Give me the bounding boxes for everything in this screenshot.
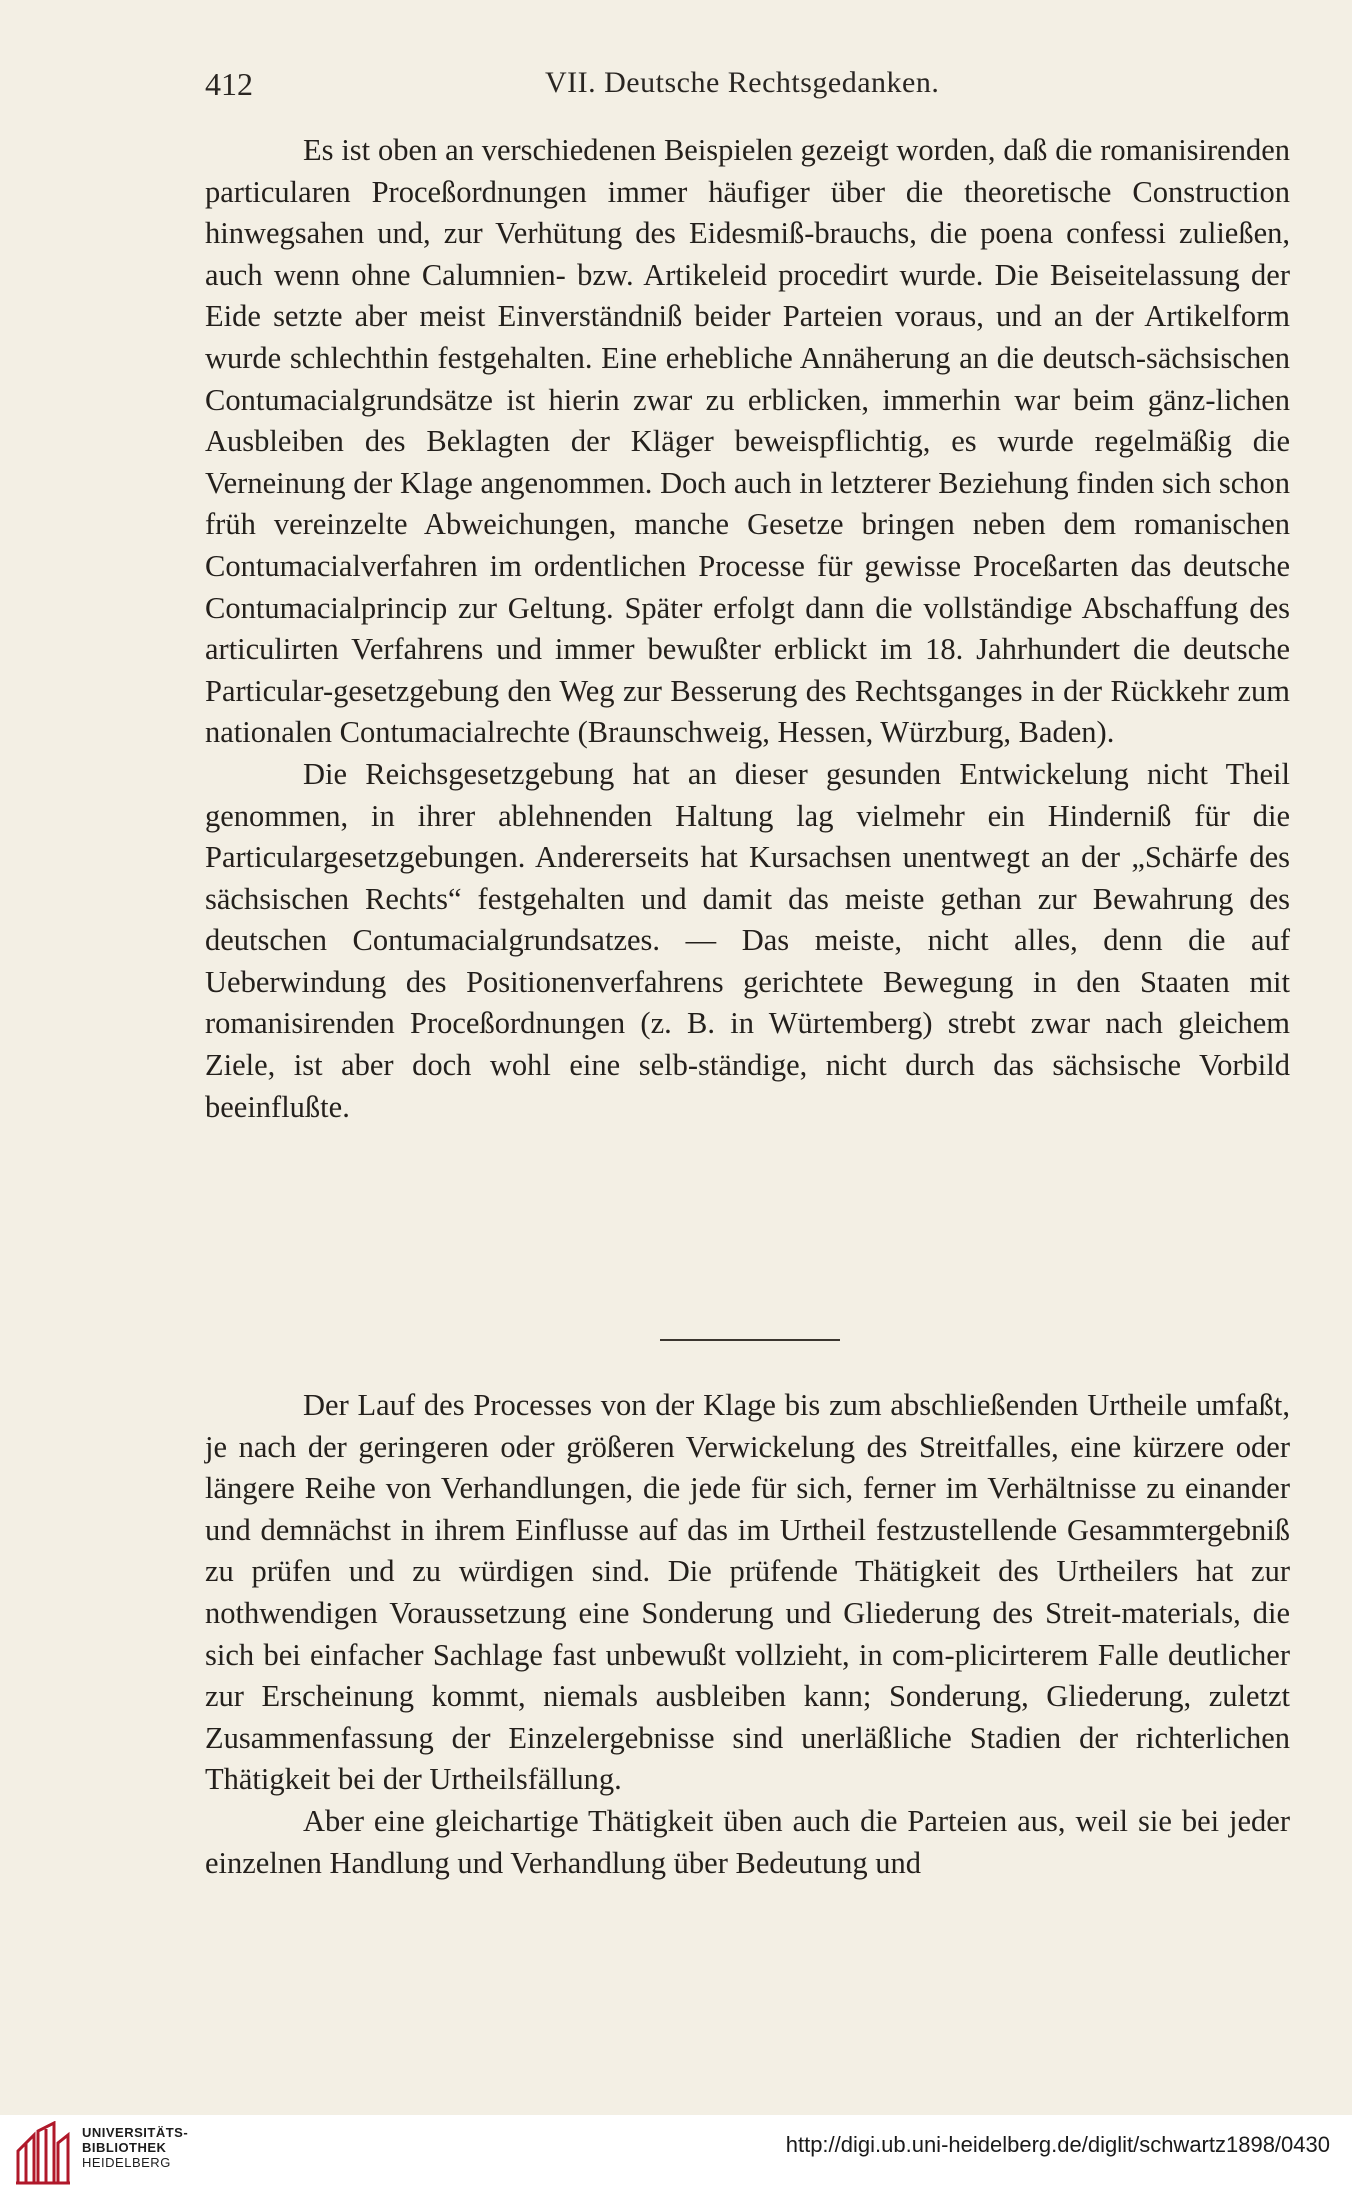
library-name-line-1: UNIVERSITÄTS- [82, 2125, 189, 2140]
digitization-footer [0, 2115, 1352, 2201]
source-url-link[interactable]: http://digi.ub.uni-heidelberg.de/diglit/schwartz1898/0430 [785, 2132, 1330, 2157]
body-text-section-2 [205, 1385, 1290, 1884]
section-divider [660, 1339, 840, 1341]
page-header [205, 62, 1290, 112]
paragraph-3: Der Lauf des Processes von der Klage bis zum abschließenden Urtheile umfaßt, je nach der geringeren oder größeren Verwickelung des Streitfalles, eine kürzere oder längere Reihe von Verhandlungen, die jede für sich, ferner im Verhältnisse zu einander und demnächst in ihrem Einflusse auf das im Urtheil festzustellende Gesammtergebniß zu prüfen und zu würdigen sind. Die prüfende Thätigkeit des Urtheilers hat zur nothwendigen Voraussetzung eine Sonderung und Gliederung des Streit-materials, die sich bei einfacher Sachlage fast unbewußt vollzieht, in com-plicirterem Falle deutlicher zur Erscheinung kommt, niemals ausbleiben kann; Sonderung, Gliederung, zuletzt Zusammenfassung der Einzelergebnisse sind unerläßliche Stadien der richterlichen Thätigkeit bei der Urtheilsfällung. [205, 1388, 1290, 1797]
paragraph-1: Es ist oben an verschiedenen Beispielen gezeigt worden, daß die romanisirenden particularen Proceßordnungen immer häufiger über die theoretische Construction hinwegsahen und, zur Verhütung des Eidesmiß-brauchs, die poena confessi zuließen, auch wenn ohne Calumnien- bzw. Artikeleid procedirt wurde. Die Beiseitelassung der Eide setzte aber meist Einverständniß beider Parteien voraus, und an der Artikelform wurde schlechthin festgehalten. Eine erhebliche Annäherung an die deutsch-sächsischen Contumacialgrundsätze ist hierin zwar zu erblicken, immerhin war beim gänz-lichen Ausbleiben des Beklagten der Kläger beweispflichtig, es wurde regelmäßig die Verneinung der Klage angenommen. Doch auch in letzterer Beziehung finden sich schon früh vereinzelte Abweichungen, manche Gesetze bringen neben dem romanischen Contumacialverfahren im ordentlichen Processe für gewisse Proceßarten das deutsche Contumacialprincip zur Geltung. Später erfolgt dann die vollständige Abschaffung des articulirten Verfahrens und immer bewußter erblickt im 18. Jahrhundert die deutsche Particular-gesetzgebung den Weg zur Besserung des Rechtsganges in der Rückkehr zum nationalen Contumacialrechte (Braunschweig, Hessen, Würzburg, Baden). [205, 133, 1290, 750]
running-title: VII. Deutsche Rechtsgedanken. [545, 66, 940, 99]
library-name [82, 2125, 188, 2170]
library-name-line-3: HEIDELBERG [82, 2155, 171, 2170]
paragraph-2: Die Reichsgesetzgebung hat an dieser gesunden Entwickelung nicht Theil genommen, in ihrer ablehnenden Haltung lag vielmehr ein Hinderniß für die Particulargesetzgebungen. Andererseits hat Kursachsen unentwegt an der „Schärfe des sächsischen Rechts“ festgehalten und damit das meiste gethan zur Bewahrung des deutschen Contumacialgrundsatzes. — Das meiste, nicht alles, denn die auf Ueberwindung des Positionenverfahrens gerichtete Bewegung in den Staaten mit romanisirenden Proceßordnungen (z. B. in Würtemberg) strebt zwar nach gleichem Ziele, ist aber doch wohl eine selb-ständige, nicht durch das sächsische Vorbild beeinflußte. [205, 756, 1290, 1124]
library-logo-icon [14, 2121, 72, 2187]
body-text-section-1 [205, 130, 1290, 1128]
library-name-line-2: BIBLIOTHEK [82, 2140, 167, 2155]
page-number: 412 [205, 66, 253, 102]
paragraph-4: Aber eine gleichartige Thätigkeit üben auch die Parteien aus, weil sie bei jeder einzelnen Handlung und Verhandlung über Bedeutung und [205, 1803, 1290, 1880]
